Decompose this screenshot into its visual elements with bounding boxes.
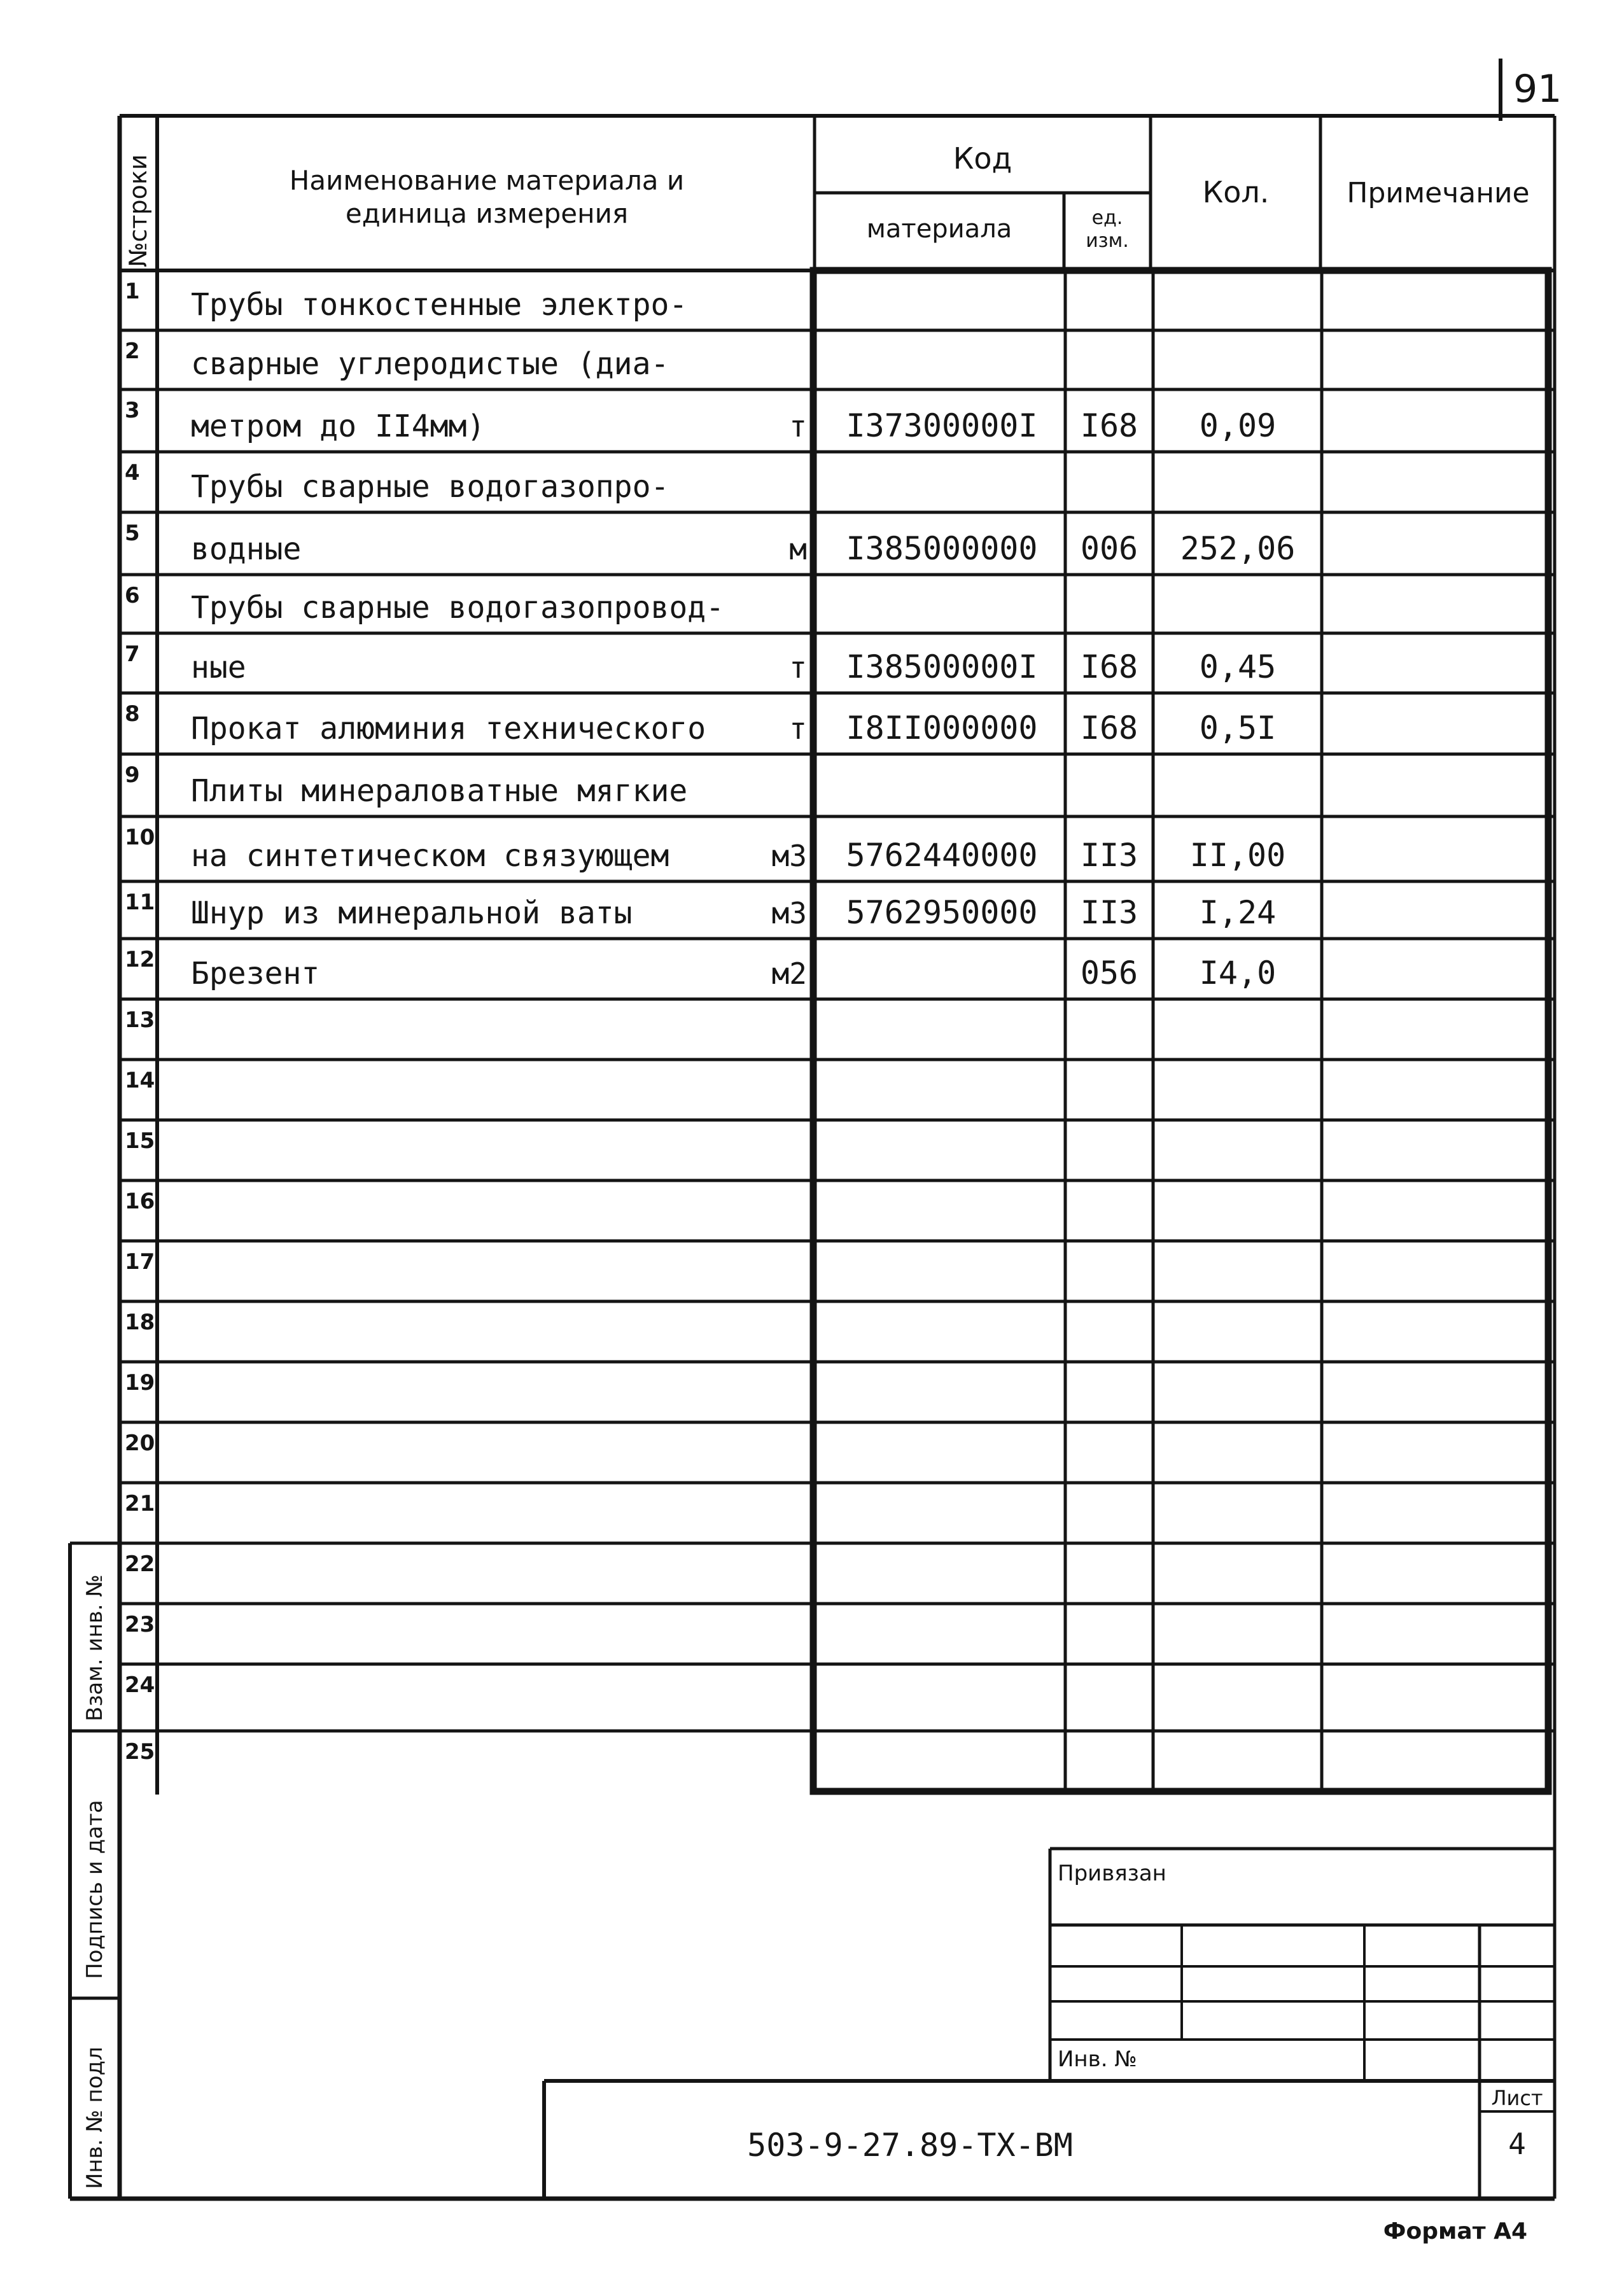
row-number: 1 <box>125 279 140 304</box>
row-number: 11 <box>125 890 155 915</box>
row-quantity: 0,45 <box>1199 648 1277 685</box>
row-number: 22 <box>125 1551 155 1577</box>
row-quantity: II,00 <box>1189 837 1286 874</box>
row-number: 12 <box>125 947 155 972</box>
row-number: 14 <box>125 1068 155 1093</box>
format-label: Формат А4 <box>1383 2218 1527 2244</box>
row-material-code: I38500000I <box>846 648 1038 685</box>
doc-code: 503-9-27.89-ТХ-ВМ <box>747 2127 1073 2164</box>
row-unit: т <box>789 650 807 685</box>
row-material-name: сварные углеродистые (диа- <box>191 346 669 382</box>
row-unit-code: II3 <box>1080 894 1138 931</box>
header-code-unit-2: изм. <box>1086 230 1129 252</box>
title-privyazan: Привязан <box>1058 1861 1166 1886</box>
row-number: 19 <box>125 1370 155 1396</box>
row-number: 25 <box>125 1739 155 1765</box>
header-name-line1: Наименование материала и <box>289 165 685 196</box>
row-number: 5 <box>125 521 140 546</box>
row-unit: т <box>789 409 807 444</box>
header-note: Примечание <box>1347 177 1530 209</box>
row-number: 18 <box>125 1310 155 1335</box>
header-code-unit-1: ед. <box>1091 207 1123 229</box>
header-code-material: материала <box>866 214 1012 244</box>
page-number: 91 <box>1513 67 1562 111</box>
row-number: 17 <box>125 1249 155 1275</box>
row-number: 16 <box>125 1189 155 1214</box>
row-number: 23 <box>125 1612 155 1637</box>
row-unit: т <box>789 711 807 746</box>
row-material-code: 5762950000 <box>846 894 1038 931</box>
row-unit: м2 <box>771 956 807 991</box>
row-quantity: I,24 <box>1199 894 1277 931</box>
header-code: Код <box>953 141 1012 176</box>
side-vzam: Взам. инв. № <box>82 1574 108 1721</box>
row-number: 6 <box>125 583 140 608</box>
row-number: 9 <box>125 762 140 788</box>
row-number: 4 <box>125 460 140 486</box>
row-unit-code: 006 <box>1080 530 1138 567</box>
row-unit: м <box>789 532 807 566</box>
side-podpis: Подпись и дата <box>82 1800 108 1979</box>
row-material-name: Шнур из минеральной ваты <box>191 895 633 931</box>
side-inv-podl: Инв. № подл <box>82 2047 108 2189</box>
row-number: 8 <box>125 701 140 727</box>
row-number: 24 <box>125 1672 155 1698</box>
sheet-label: Лист <box>1491 2086 1543 2110</box>
row-grid-lines <box>120 330 1555 1731</box>
row-unit: м3 <box>771 839 807 873</box>
row-material-name: водные <box>191 531 302 567</box>
title-inv-no: Инв. № <box>1058 2047 1137 2072</box>
header-qty: Кол. <box>1202 175 1270 209</box>
row-number: 3 <box>125 398 140 423</box>
row-unit-code: II3 <box>1080 837 1138 874</box>
row-material-code: I385000000 <box>846 530 1038 567</box>
row-material-name: на синтетическом связующем <box>191 838 669 874</box>
row-material-name: Прокат алюминия технического <box>191 711 706 746</box>
row-unit: м3 <box>771 896 807 930</box>
row-material-name: метром до II4мм) <box>191 409 486 444</box>
row-material-code: 5762440000 <box>846 837 1038 874</box>
row-number: 7 <box>125 641 140 667</box>
row-material-code: I37300000I <box>846 407 1038 444</box>
row-number: 21 <box>125 1491 155 1516</box>
row-unit-code: I68 <box>1080 648 1138 685</box>
row-material-name: Трубы сварные водогазопро- <box>191 469 669 505</box>
row-number: 2 <box>125 339 140 364</box>
row-material-name: Трубы тонкостенные электро- <box>191 287 688 323</box>
row-number: 10 <box>125 825 155 850</box>
row-material-name: Трубы сварные водогазопровод- <box>191 590 725 626</box>
row-number: 13 <box>125 1007 155 1033</box>
row-quantity: I4,0 <box>1199 955 1277 991</box>
row-quantity: 252,06 <box>1180 530 1296 567</box>
row-number: 20 <box>125 1431 155 1456</box>
row-material-name: ные <box>191 650 246 685</box>
body-bold-frame <box>813 270 1548 1791</box>
row-quantity: 0,5I <box>1199 710 1277 746</box>
row-number: 15 <box>125 1128 155 1154</box>
row-unit-code: I68 <box>1080 710 1138 746</box>
header-name-line2: единица измерения <box>345 198 629 229</box>
sheet-number: 4 <box>1508 2127 1526 2161</box>
row-material-name: Плиты минераловатные мягкие <box>191 773 688 809</box>
row-unit-code: 056 <box>1080 955 1138 991</box>
row-material-name: Брезент <box>191 956 320 991</box>
header-row-no: №строки <box>124 154 152 267</box>
row-unit-code: I68 <box>1080 407 1138 444</box>
row-quantity: 0,09 <box>1199 407 1277 444</box>
row-material-code: I8II000000 <box>846 710 1038 746</box>
